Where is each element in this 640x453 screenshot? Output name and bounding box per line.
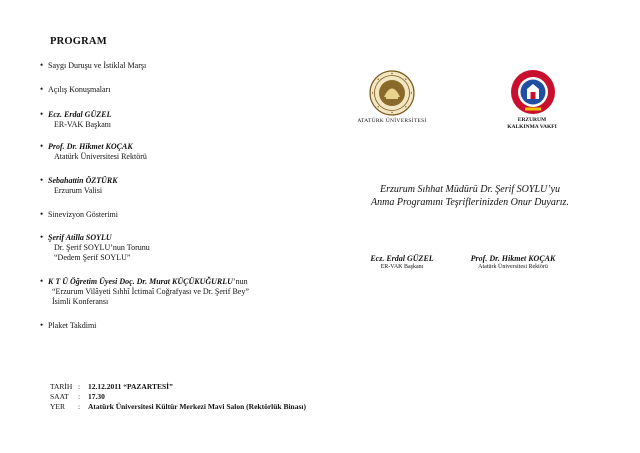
place-label: YER: [50, 402, 65, 411]
signatory-name: Ecz. Erdal GÜZEL: [370, 254, 434, 263]
speech-title: “Dedem Şerif SOYLU”: [54, 253, 131, 262]
ataturk-university-logo: [369, 70, 415, 121]
signatory-name: Prof. Dr. Hikmet KOÇAK: [470, 254, 556, 263]
speaker-role: Erzurum Valisi: [54, 186, 103, 195]
foundation-caption-2: KALKINMA VAKFI: [507, 124, 557, 130]
bullet: •: [40, 141, 44, 151]
date-label: TARİH: [50, 382, 73, 391]
university-caption: ATATÜRK ÜNİVERSİTESİ: [357, 118, 427, 124]
program-item-8: [40, 276, 249, 307]
conference-title: “Erzurum Vilâyeti Sıhhî İctimaî Coğrafyası ve Dr. Şerif Bey”: [52, 287, 249, 296]
item-text: Saygı Duruşu ve İstiklal Marşı: [48, 61, 147, 70]
bullet: •: [40, 320, 44, 330]
event-time: [50, 392, 105, 401]
bullet: •: [40, 276, 44, 286]
invitation-line-1: Erzurum Sıhhat Müdürü Dr. Şerif SOYLU’yu: [379, 184, 560, 195]
program-title: PROGRAM: [50, 36, 107, 47]
separator: :: [78, 402, 81, 411]
invitation-text: [340, 183, 600, 209]
conference-label: İsimli Konferansı: [52, 297, 109, 306]
program-item-2: [40, 84, 110, 95]
separator: :: [78, 382, 81, 391]
event-place: [50, 402, 306, 411]
invitation-line-2: Anma Programını Teşriflerinizden Onur Duyarız.: [371, 197, 569, 208]
bullet: •: [40, 60, 44, 70]
program-item-6: [40, 209, 118, 220]
program-item-1: [40, 60, 146, 71]
bullet: •: [40, 209, 44, 219]
erzurum-foundation-logo: [510, 69, 556, 120]
signatory-role: ER-VAK Başkanı: [380, 264, 424, 270]
program-item-9: [40, 320, 96, 331]
speaker-name: Ecz. Erdal GÜZEL: [48, 110, 112, 119]
foundation-caption-1: ERZURUM: [517, 117, 547, 123]
item-text: Açılış Konuşmaları: [48, 85, 111, 94]
signatory-role: Atatürk Üniversitesi Rektörü: [478, 264, 548, 270]
bullet: •: [40, 232, 44, 242]
bullet: •: [40, 109, 44, 119]
foundation-seal-icon: [510, 69, 556, 115]
speaker-name: Şerif Atilla SOYLU: [48, 233, 112, 242]
time-label: SAAT: [50, 392, 69, 401]
speaker-name: Sebahattin ÖZTÜRK: [48, 176, 118, 185]
item-text: Plaket Takdimi: [48, 321, 97, 330]
speaker-name: Prof. Dr. Hikmet KOÇAK: [48, 142, 133, 151]
signature-block-1: [347, 254, 457, 270]
speaker-name: K T Ü Öğretim Üyesi Doç. Dr. Murat KÜÇÜKUĞURLU: [48, 277, 233, 286]
program-item-7: [40, 232, 150, 263]
bullet: •: [40, 175, 44, 185]
speaker-role: Atatürk Üniversitesi Rektörü: [54, 152, 147, 161]
speaker-suffix: ’nun: [232, 277, 248, 286]
signature-block-2: [458, 254, 568, 270]
bullet: •: [40, 84, 44, 94]
university-seal-icon: [369, 70, 415, 116]
program-item-4: [40, 141, 147, 162]
place-value: Atatürk Üniversitesi Kültür Merkezi Mavi Salon (Rektörlük Binası): [88, 402, 306, 411]
speaker-role: Dr. Şerif SOYLU’nun Torunu: [54, 243, 150, 252]
time-value: 17.30: [88, 392, 105, 401]
date-value: 12.12.2011 “PAZARTESİ”: [88, 382, 173, 391]
event-date: [50, 382, 173, 391]
separator: :: [78, 392, 81, 401]
program-item-3: [40, 109, 111, 130]
item-text: Sinevizyon Gösterimi: [48, 210, 118, 219]
program-item-5: [40, 175, 118, 196]
speaker-role: ER-VAK Başkanı: [54, 120, 111, 129]
